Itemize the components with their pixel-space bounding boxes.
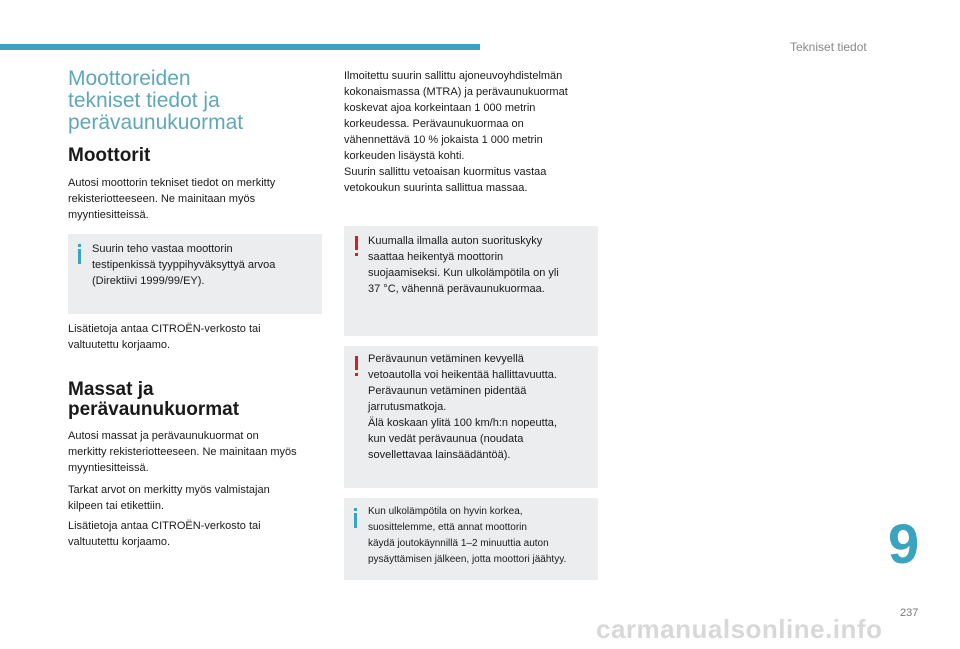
chapter-number: 9	[888, 512, 920, 575]
heading-line: Massat ja	[68, 379, 154, 400]
text-line: Älä koskaan ylitä 100 km/h:n nopeutta,	[368, 417, 557, 429]
text-line: suojaamiseksi. Kun ulkolämpötila on yli	[368, 267, 559, 279]
title-line: Moottoreiden	[68, 67, 191, 90]
watermark: carmanualsonline.info	[596, 614, 883, 644]
masses-paragraph	[68, 428, 326, 476]
text-line: Suurin sallittu vetoaisan kuormitus vastaa	[344, 166, 547, 178]
text-line: vähennettävä 10 % jokaista 1 000 metrin	[344, 134, 543, 146]
mtra-paragraph	[344, 68, 599, 196]
text-line: vetokoukun suurinta sallittua massaa.	[344, 182, 528, 194]
text-line: Kun ulkolämpötila on hyvin korkea,	[368, 506, 523, 517]
text-line: jarrutusmatkoja.	[368, 401, 447, 413]
text-line: pysäyttämisen jälkeen, jotta moottori jäähtyy.	[368, 554, 567, 565]
text-line: käydä joutokäynnillä 1–2 minuuttia auton	[368, 538, 549, 549]
text-line: myyntiesitteissä.	[68, 462, 149, 474]
engines-heading: Moottorit	[68, 145, 151, 166]
text-line: myyntiesitteissä.	[68, 209, 149, 221]
text-line: kun vedät perävaunua (noudata	[368, 433, 524, 445]
text-line: korkeuden lisäystä kohti.	[344, 150, 465, 162]
warning-text	[368, 233, 559, 297]
text-line: Ilmoitettu suurin sallittu ajoneuvoyhdistelmän	[344, 70, 563, 82]
text-line: valtuutettu korjaamo.	[68, 536, 171, 548]
text-line: Kuumalla ilmalla auton suorituskyky	[368, 235, 543, 247]
text-line: valtuutettu korjaamo.	[68, 339, 171, 351]
engine-cooling-info-box	[344, 498, 598, 580]
text-line: Autosi massat ja perävaunukuormat on	[68, 430, 259, 442]
text-line: vetoautolla voi heikentää hallittavuutta.	[368, 369, 557, 381]
text-line: Lisätietoja antaa CITROËN-verkosto tai	[68, 520, 261, 532]
text-line: Lisätietoja antaa CITROËN-verkosto tai	[68, 323, 261, 335]
engines-info-box	[68, 234, 322, 314]
header-accent-bar	[0, 44, 480, 50]
hot-weather-warning-box	[344, 226, 598, 336]
text-line: kilpeen tai etikettiin.	[68, 500, 164, 512]
text-line: merkitty rekisteriotteeseen. Ne mainitaan myös	[68, 446, 297, 458]
section-title: Tekniset tiedot	[790, 40, 867, 54]
masses-heading	[68, 380, 239, 420]
text-line: Perävaunun vetäminen kevyellä	[368, 353, 524, 365]
text-line: (Direktiivi 1999/99/EY).	[92, 275, 205, 287]
text-line: Autosi moottorin tekniset tiedot on merkitty	[68, 177, 276, 189]
heading-line: perävaunukuormat	[68, 399, 240, 420]
text-line: Tarkat arvot on merkitty myös valmistajan	[68, 484, 270, 496]
text-line: sovellettavaa lainsäädäntöä).	[368, 449, 511, 461]
text-line: koskevat ajoa korkeintaan 1 000 metrin	[344, 102, 536, 114]
info-text	[92, 241, 275, 289]
title-line: perävaunukuormat	[68, 111, 244, 134]
page-number: 237	[900, 607, 919, 619]
masses-dealer-paragraph	[68, 518, 326, 550]
page-title	[68, 68, 318, 134]
text-line: 37 °C, vähennä perävaunukuormaa.	[368, 283, 545, 295]
towing-warning-box	[344, 346, 598, 488]
text-line: kokonaismassa (MTRA) ja perävaunukuormat	[344, 86, 568, 98]
text-line: saattaa heikentyä moottorin	[368, 251, 504, 263]
engines-dealer-paragraph	[68, 321, 326, 353]
title-line: tekniset tiedot ja	[68, 89, 220, 112]
warning-text	[368, 351, 557, 463]
text-line: suosittelemme, että annat moottorin	[368, 522, 527, 533]
engines-paragraph	[68, 175, 326, 223]
text-line: rekisteriotteeseen. Ne mainitaan myös	[68, 193, 256, 205]
info-text	[368, 504, 566, 568]
text-line: korkeudessa. Perävaunukuormaa on	[344, 118, 524, 130]
text-line: Suurin teho vastaa moottorin	[92, 243, 233, 255]
text-line: testipenkissä tyyppihyväksyttyä arvoa	[92, 259, 276, 271]
masses-plate-paragraph	[68, 482, 326, 514]
text-line: Perävaunun vetäminen pidentää	[368, 385, 527, 397]
